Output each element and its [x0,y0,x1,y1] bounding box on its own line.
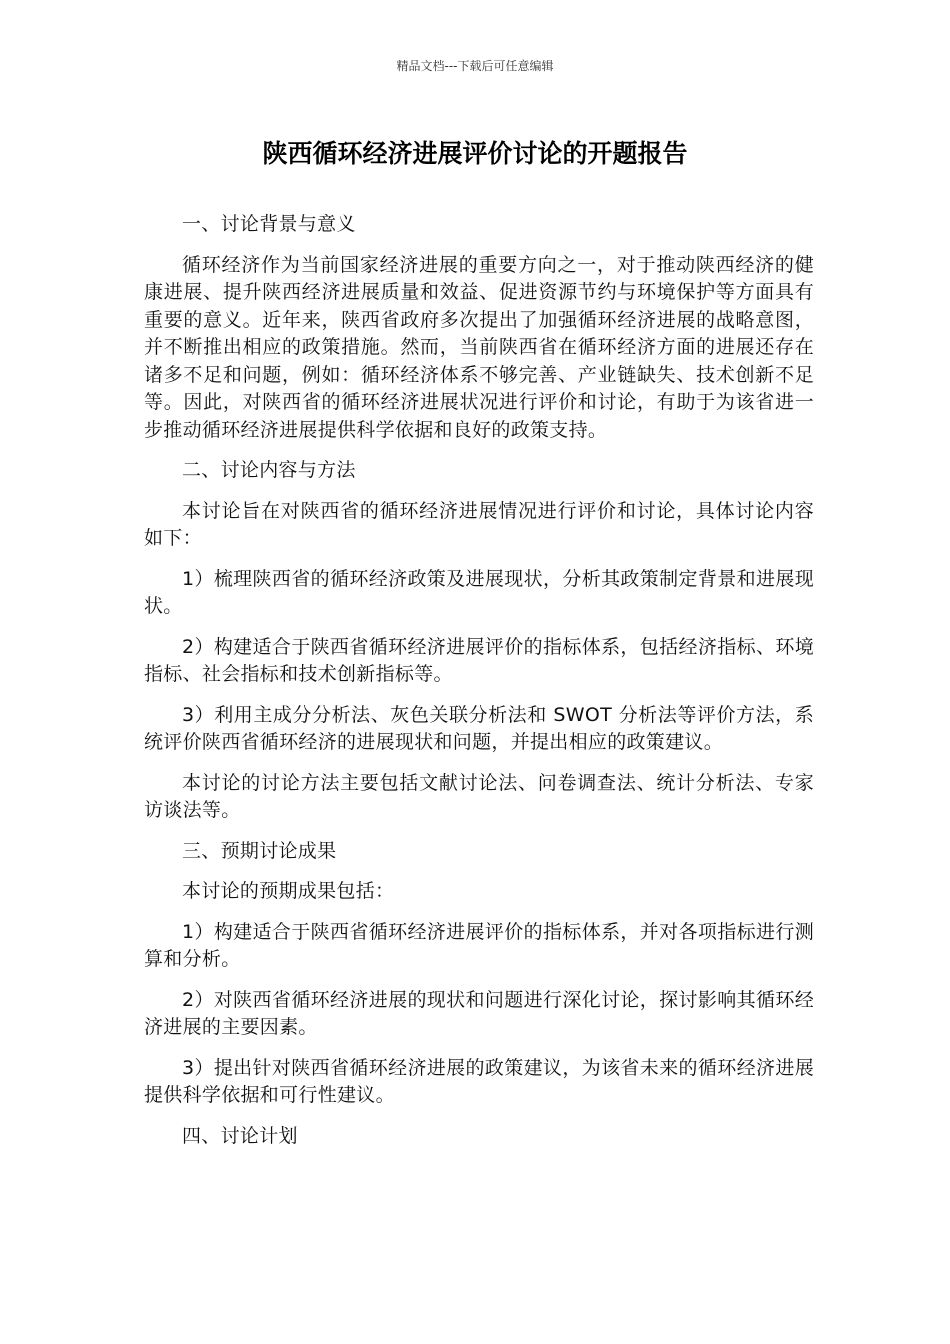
list-item-result-1: 1）构建适合于陕西省循环经济进展评价的指标体系，并对各项指标进行测算和分析。 [144,920,814,970]
list-item-result-3: 3）提出针对陕西省循环经济进展的政策建议，为该省未来的循环经济进展提供科学依据和可行性建议。 [144,1056,814,1106]
document-title: 陕西循环经济进展评价讨论的开题报告 [262,139,688,168]
section-heading-plan: 四、讨论计划 [182,1124,298,1147]
paragraph-content-intro: 本讨论旨在对陕西省的循环经济进展情况进行评价和讨论，具体讨论内容如下： [144,499,814,549]
list-item-content-3: 3）利用主成分分析法、灰色关联分析法和 SWOT 分析法等评价方法，系统评价陕西省循环经济的进展现状和问题，并提出相应的政策建议。 [144,703,814,753]
section-heading-background: 一、讨论背景与意义 [182,213,356,235]
header-note: 精品文档---下载后可任意编辑 [396,59,554,73]
list-item-content-2: 2）构建适合于陕西省循环经济进展评价的指标体系，包括经济指标、环境指标、社会指标和技术创新指标等。 [144,635,814,685]
list-item-content-1: 1）梳理陕西省的循环经济政策及进展现状，分析其政策制定背景和进展现状。 [144,567,814,617]
paragraph-background: 循环经济作为当前国家经济进展的重要方向之一，对于推动陕西经济的健康进展、提升陕西经济进展质量和效益、促进资源节约与环境保护等方面具有重要的意义。近年来，陕西省政府多次提出了加强循环经济进展的战略意图，并不断推出相应的政策措施。然而，当前陕西省在循环经济方面的进展还存在诸多不足和问题，例如：循环经济体系不够完善、产业链缺失、技术创新不足等。因此，对陕西省的循环经济进展状况进行评价和讨论，有助于为该省进一步推动循环经济进展提供科学依据和良好的政策支持。 [144,253,814,441]
section-heading-expected-results: 三、预期讨论成果 [182,839,337,862]
section-heading-content-method: 二、讨论内容与方法 [182,459,356,481]
paragraph-results-intro: 本讨论的预期成果包括： [182,880,395,902]
paragraph-methods: 本讨论的讨论方法主要包括文献讨论法、问卷调查法、统计分析法、专家访谈法等。 [144,771,814,821]
document-body [144,211,814,1163]
list-item-result-2: 2）对陕西省循环经济进展的现状和问题进行深化讨论，探讨影响其循环经济进展的主要因素。 [144,988,814,1038]
